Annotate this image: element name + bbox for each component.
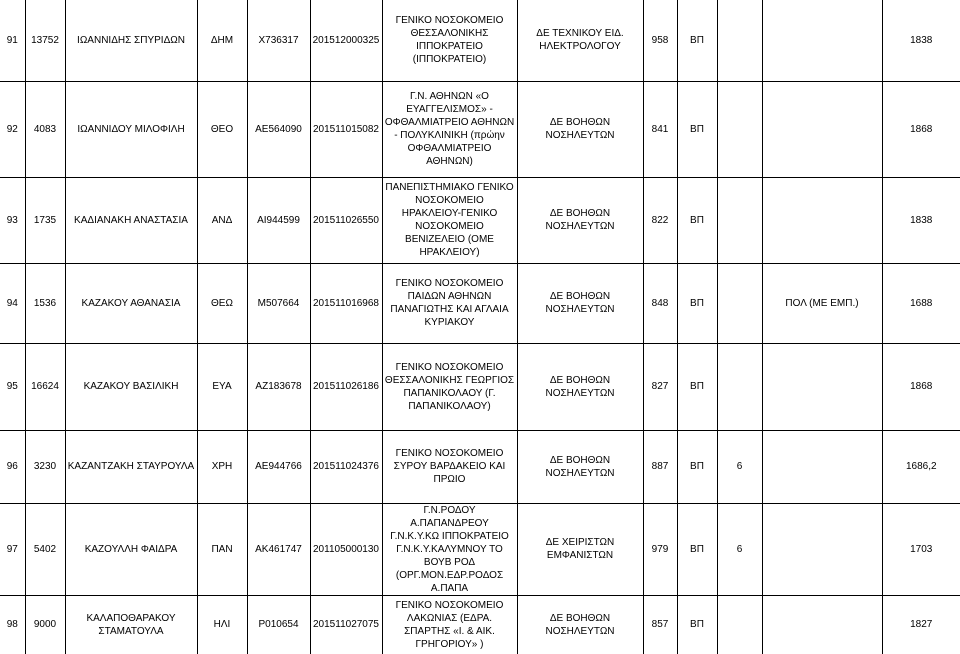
father-name: ΘΕΟ [197, 81, 247, 177]
candidate-code: 13752 [25, 0, 65, 81]
position-type: ΒΠ [677, 430, 717, 503]
remark [762, 177, 882, 263]
job-category: ΔΕ ΒΟΗΘΩΝ ΝΟΣΗΛΕΥΤΩΝ [517, 343, 643, 430]
row-number: 93 [0, 177, 25, 263]
hospital-name: ΓΕΝΙΚΟ ΝΟΣΟΚΟΜΕΙΟ ΘΕΣΣΑΛΟΝΙΚΗΣ ΓΕΩΡΓΙΟΣ ΠΑΠΑΝΙΚΟΛΑΟΥ (Γ. ΠΑΠΑΝΙΚΟΛΑΟΥ) [382, 343, 517, 430]
candidate-name: ΚΑΖΟΥΛΛΗ ΦΑΙΔΡΑ [65, 503, 197, 595]
remark [762, 343, 882, 430]
table-row [0, 81, 960, 177]
table-row [0, 503, 960, 595]
table-row [0, 177, 960, 263]
job-category: ΔΕ ΒΟΗΘΩΝ ΝΟΣΗΛΕΥΤΩΝ [517, 430, 643, 503]
position-type: ΒΠ [677, 81, 717, 177]
position-type: ΒΠ [677, 343, 717, 430]
hospital-name: ΓΕΝΙΚΟ ΝΟΣΟΚΟΜΕΙΟ ΛΑΚΩΝΙΑΣ (ΕΔΡΑ. ΣΠΑΡΤΗΣ «Ι. & ΑΙΚ. ΓΡΗΓΟΡΙΟΥ» ) [382, 595, 517, 654]
father-name: ΠΑΝ [197, 503, 247, 595]
id-card-number: Χ736317 [247, 0, 310, 81]
total-score: 1838 [882, 0, 960, 81]
job-category: ΔΕ ΒΟΗΘΩΝ ΝΟΣΗΛΕΥΤΩΝ [517, 263, 643, 343]
hospital-name: ΠΑΝΕΠΙΣΤΗΜΙΑΚΟ ΓΕΝΙΚΟ ΝΟΣΟΚΟΜΕΙΟ ΗΡΑΚΛΕΙΟΥ-ΓΕΝΙΚΟ ΝΟΣΟΚΟΜΕΙΟ ΒΕΝΙΖΕΛΕΙΟ (ΟΜΕ ΗΡΑΚΛΕΙΟΥ) [382, 177, 517, 263]
children-count [717, 81, 762, 177]
total-score: 1827 [882, 595, 960, 654]
table-row [0, 343, 960, 430]
points-value: 887 [643, 430, 677, 503]
protocol-number: 201511016968 [310, 263, 382, 343]
points-value: 848 [643, 263, 677, 343]
father-name: ΗΛΙ [197, 595, 247, 654]
protocol-number: 201511026186 [310, 343, 382, 430]
remark [762, 595, 882, 654]
candidate-name: ΚΑΖΑΚΟΥ ΑΘΑΝΑΣΙΑ [65, 263, 197, 343]
candidate-name: ΙΩΑΝΝΙΔΟΥ ΜΙΛΟΦΙΛΗ [65, 81, 197, 177]
position-type: ΒΠ [677, 177, 717, 263]
candidate-code: 3230 [25, 430, 65, 503]
protocol-number: 201512000325 [310, 0, 382, 81]
candidate-code: 16624 [25, 343, 65, 430]
points-value: 822 [643, 177, 677, 263]
job-category: ΔΕ ΤΕΧΝΙΚΟΥ ΕΙΔ. ΗΛΕΚΤΡΟΛΟΓΟΥ [517, 0, 643, 81]
candidate-name: ΚΑΔΙΑΝΑΚΗ ΑΝΑΣΤΑΣΙΑ [65, 177, 197, 263]
protocol-number: 201511015082 [310, 81, 382, 177]
candidate-name: ΚΑΖΑΚΟΥ ΒΑΣΙΛΙΚΗ [65, 343, 197, 430]
row-number: 95 [0, 343, 25, 430]
children-count: 6 [717, 430, 762, 503]
points-value: 979 [643, 503, 677, 595]
children-count [717, 343, 762, 430]
hospital-name: ΓΕΝΙΚΟ ΝΟΣΟΚΟΜΕΙΟ ΘΕΣΣΑΛΟΝΙΚΗΣ ΙΠΠΟΚΡΑΤΕΙΟ (ΙΠΠΟΚΡΑΤΕΙΟ) [382, 0, 517, 81]
table-row [0, 263, 960, 343]
table-row [0, 430, 960, 503]
candidate-code: 1536 [25, 263, 65, 343]
children-count: 6 [717, 503, 762, 595]
candidate-code: 1735 [25, 177, 65, 263]
points-value: 841 [643, 81, 677, 177]
id-card-number: ΑΚ461747 [247, 503, 310, 595]
total-score: 1868 [882, 81, 960, 177]
row-number: 91 [0, 0, 25, 81]
job-category: ΔΕ ΒΟΗΘΩΝ ΝΟΣΗΛΕΥΤΩΝ [517, 595, 643, 654]
position-type: ΒΠ [677, 595, 717, 654]
father-name: ΔΗΜ [197, 0, 247, 81]
remark: ΠΟΛ (ΜΕ ΕΜΠ.) [762, 263, 882, 343]
remark [762, 503, 882, 595]
candidate-code: 4083 [25, 81, 65, 177]
candidate-name: ΙΩΑΝΝΙΔΗΣ ΣΠΥΡΙΔΩΝ [65, 0, 197, 81]
table-row [0, 0, 960, 81]
protocol-number: 201511027075 [310, 595, 382, 654]
position-type: ΒΠ [677, 0, 717, 81]
id-card-number: Μ507664 [247, 263, 310, 343]
hospital-name: Γ.Ν. ΑΘΗΝΩΝ «Ο ΕΥΑΓΓΕΛΙΣΜΟΣ» - ΟΦΘΑΛΜΙΑΤΡΕΙΟ ΑΘΗΝΩΝ - ΠΟΛΥΚΛΙΝΙΚΗ (πρώην ΟΦΘΑΛΜΙΑΤΡΕΙΟ ΑΘΗΝΩΝ) [382, 81, 517, 177]
job-category: ΔΕ ΒΟΗΘΩΝ ΝΟΣΗΛΕΥΤΩΝ [517, 81, 643, 177]
children-count [717, 263, 762, 343]
remark [762, 0, 882, 81]
protocol-number: 201105000130 [310, 503, 382, 595]
remark [762, 81, 882, 177]
job-category: ΔΕ ΧΕΙΡΙΣΤΩΝ ΕΜΦΑΝΙΣΤΩΝ [517, 503, 643, 595]
row-number: 96 [0, 430, 25, 503]
points-value: 958 [643, 0, 677, 81]
father-name: ΕΥΑ [197, 343, 247, 430]
row-number: 97 [0, 503, 25, 595]
total-score: 1838 [882, 177, 960, 263]
candidate-name: ΚΑΖΑΝΤΖΑΚΗ ΣΤΑΥΡΟΥΛΑ [65, 430, 197, 503]
job-category: ΔΕ ΒΟΗΘΩΝ ΝΟΣΗΛΕΥΤΩΝ [517, 177, 643, 263]
children-count [717, 0, 762, 81]
row-number: 92 [0, 81, 25, 177]
id-card-number: ΑΕ564090 [247, 81, 310, 177]
children-count [717, 595, 762, 654]
row-number: 98 [0, 595, 25, 654]
total-score: 1703 [882, 503, 960, 595]
protocol-number: 201511026550 [310, 177, 382, 263]
children-count [717, 177, 762, 263]
hospital-name: ΓΕΝΙΚΟ ΝΟΣΟΚΟΜΕΙΟ ΠΑΙΔΩΝ ΑΘΗΝΩΝ ΠΑΝΑΓΙΩΤΗΣ ΚΑΙ ΑΓΛΑΙΑ ΚΥΡΙΑΚΟΥ [382, 263, 517, 343]
points-value: 857 [643, 595, 677, 654]
remark [762, 430, 882, 503]
id-card-number: ΑΖ183678 [247, 343, 310, 430]
father-name: ΑΝΔ [197, 177, 247, 263]
total-score: 1868 [882, 343, 960, 430]
points-value: 827 [643, 343, 677, 430]
position-type: ΒΠ [677, 263, 717, 343]
candidate-code: 5402 [25, 503, 65, 595]
father-name: ΘΕΩ [197, 263, 247, 343]
table-row [0, 595, 960, 654]
hospital-name: ΓΕΝΙΚΟ ΝΟΣΟΚΟΜΕΙΟ ΣΥΡΟΥ ΒΑΡΔΑΚΕΙΟ ΚΑΙ ΠΡΩΙΟ [382, 430, 517, 503]
row-number: 94 [0, 263, 25, 343]
candidate-name: ΚΑΛΑΠΟΘΑΡΑΚΟΥ ΣΤΑΜΑΤΟΥΛΑ [65, 595, 197, 654]
total-score: 1686,2 [882, 430, 960, 503]
total-score: 1688 [882, 263, 960, 343]
candidate-code: 9000 [25, 595, 65, 654]
id-card-number: ΑΕ944766 [247, 430, 310, 503]
father-name: ΧΡΗ [197, 430, 247, 503]
position-type: ΒΠ [677, 503, 717, 595]
id-card-number: Ρ010654 [247, 595, 310, 654]
id-card-number: ΑΙ944599 [247, 177, 310, 263]
hospital-name: Γ.Ν.ΡΟΔΟΥ Α.ΠΑΠΑΝΔΡΕΟΥ Γ.Ν.Κ.Υ.ΚΩ ΙΠΠΟΚΡΑΤΕΙΟ Γ.Ν.Κ.Υ.ΚΑΛΥΜΝΟΥ ΤΟ ΒΟΥΒ ΡΟΔ (ΟΡΓ.ΜΟΝ.ΕΔΡ.ΡΟΔΟΣ Α.ΠΑΠΑ [382, 503, 517, 595]
protocol-number: 201511024376 [310, 430, 382, 503]
